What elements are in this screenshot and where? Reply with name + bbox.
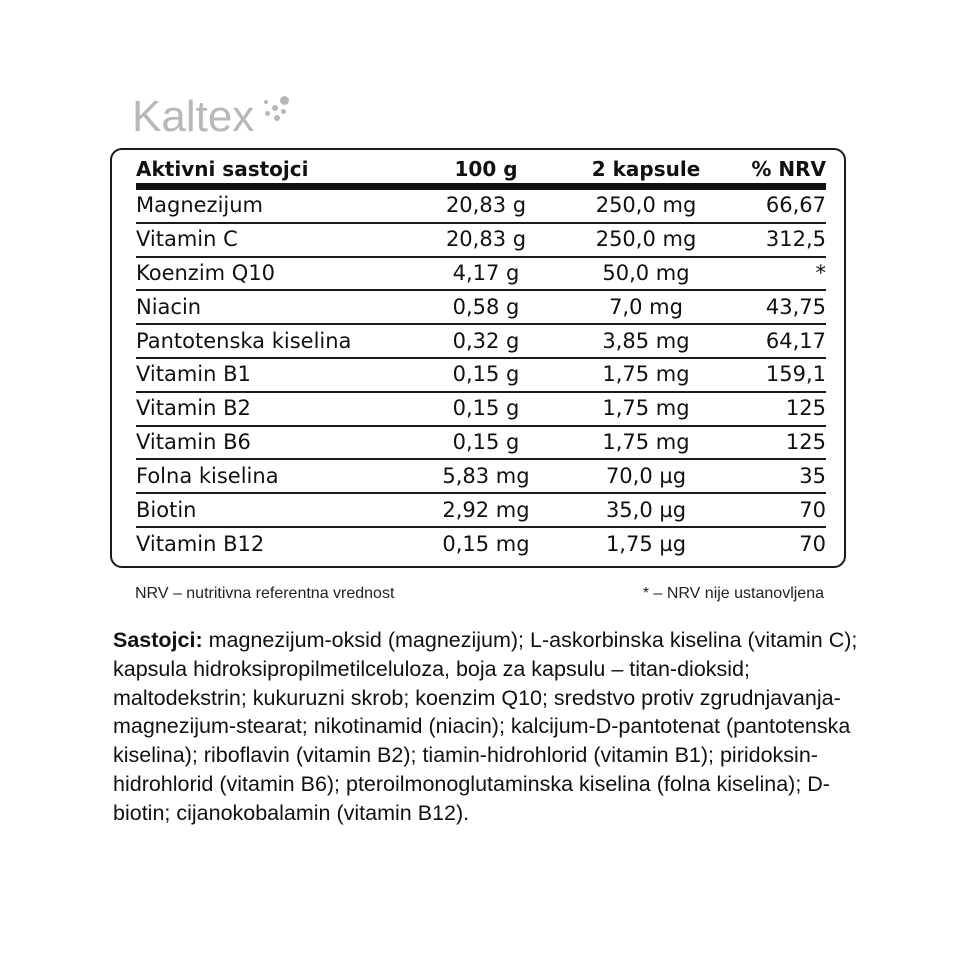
nrv-percent: 125 xyxy=(785,396,826,421)
asterisk-note: * – NRV nije ustanovljena xyxy=(642,585,824,602)
ingredient-name: Folna kiselina xyxy=(136,463,279,488)
table-row xyxy=(136,393,826,427)
amount-per-100g: 0,15 g xyxy=(452,429,520,454)
amount-per-2-capsules: 3,85 mg xyxy=(602,328,690,353)
amount-per-100g: 5,83 mg xyxy=(442,463,530,488)
amount-per-100g: 0,58 g xyxy=(452,294,520,319)
table-row xyxy=(136,460,826,494)
ingredients-label: Sastojci: xyxy=(113,628,203,652)
amount-per-100g: 0,32 g xyxy=(452,328,520,353)
ingredient-name: Pantotenska kiselina xyxy=(136,328,352,353)
table-row xyxy=(136,291,826,325)
table-row xyxy=(136,190,826,224)
nrv-definition-note: NRV – nutritivna referentna vrednost xyxy=(135,585,395,602)
footnotes xyxy=(135,585,824,603)
ingredient-name: Magnezijum xyxy=(136,193,264,218)
amount-per-2-capsules: 250,0 mg xyxy=(595,193,697,218)
ingredient-name: Vitamin B6 xyxy=(136,429,251,454)
amount-per-2-capsules: 50,0 mg xyxy=(602,260,690,285)
amount-per-100g: 0,15 mg xyxy=(442,532,530,557)
nrv-percent: * xyxy=(815,260,826,285)
amount-per-2-capsules: 250,0 mg xyxy=(595,227,697,252)
nrv-percent: 312,5 xyxy=(765,227,826,252)
ingredients-paragraph xyxy=(113,626,873,828)
ingredient-name: Vitamin B1 xyxy=(136,362,251,387)
amount-per-2-capsules: 1,75 mg xyxy=(602,362,690,387)
amount-per-2-capsules: 35,0 µg xyxy=(605,497,687,522)
nrv-percent: 70 xyxy=(799,497,826,522)
amount-per-100g: 4,17 g xyxy=(452,260,520,285)
amount-per-100g: 0,15 g xyxy=(452,396,520,421)
header-nrv: % NRV xyxy=(751,156,826,181)
table-row xyxy=(136,427,826,461)
nrv-percent: 66,67 xyxy=(765,193,826,218)
table-row xyxy=(136,359,826,393)
table-row xyxy=(136,494,826,528)
amount-per-2-capsules: 1,75 mg xyxy=(602,429,690,454)
nrv-percent: 70 xyxy=(799,532,826,557)
amount-per-100g: 2,92 mg xyxy=(442,497,530,522)
table-row xyxy=(136,224,826,258)
amount-per-2-capsules: 7,0 mg xyxy=(609,294,683,319)
amount-per-2-capsules: 70,0 µg xyxy=(605,463,687,488)
amount-per-2-capsules: 1,75 mg xyxy=(602,396,690,421)
nutrition-table xyxy=(110,148,846,568)
ingredient-name: Niacin xyxy=(136,294,202,319)
amount-per-100g: 20,83 g xyxy=(445,227,527,252)
header-per-100g: 100 g xyxy=(454,156,518,181)
table-row xyxy=(136,325,826,359)
table-row xyxy=(136,258,826,292)
brand-logo xyxy=(132,92,290,142)
table-header-row xyxy=(136,154,826,190)
brand-name: Kaltex xyxy=(132,92,255,141)
header-active-ingredients: Aktivni sastojci xyxy=(136,156,309,181)
header-per-2-capsules: 2 kapsule xyxy=(591,156,701,181)
nrv-percent: 35 xyxy=(799,463,826,488)
nrv-percent: 43,75 xyxy=(765,294,826,319)
ingredient-name: Vitamin B2 xyxy=(136,396,251,421)
amount-per-100g: 20,83 g xyxy=(445,193,527,218)
amount-per-100g: 0,15 g xyxy=(452,362,520,387)
nrv-percent: 64,17 xyxy=(765,328,826,353)
ingredient-name: Vitamin B12 xyxy=(136,532,265,557)
ingredients-text: magnezijum-oksid (magnezijum); L-askorbinska kiselina (vitamin C); kapsula hidroksipropilmetilceluloza, boja za kapsulu – titan-dioksid; maltodekstrin; kukuruzni skrob; koenzim Q10; sredstvo protiv zgrudnjavanja-magnezijum-stearat; nikotinamid (niacin); kalcijum-D-pantotenat (pantotenska kiselina); riboflavin (vitamin B2); tiamin-hidrohlorid (vitamin B1); piridoksin-hidrohlorid (vitamin B6); pteroilmonoglutaminska kiselina (folna kiselina); D-biotin; cijanokobalamin (vitamin B12). xyxy=(113,628,858,825)
logo-sparkle-icon xyxy=(250,92,290,132)
ingredient-name: Biotin xyxy=(136,497,197,522)
amount-per-2-capsules: 1,75 µg xyxy=(605,532,687,557)
ingredient-name: Vitamin C xyxy=(136,227,238,252)
nrv-percent: 125 xyxy=(785,429,826,454)
table-row xyxy=(136,528,826,562)
nrv-percent: 159,1 xyxy=(765,362,826,387)
ingredient-name: Koenzim Q10 xyxy=(136,260,276,285)
